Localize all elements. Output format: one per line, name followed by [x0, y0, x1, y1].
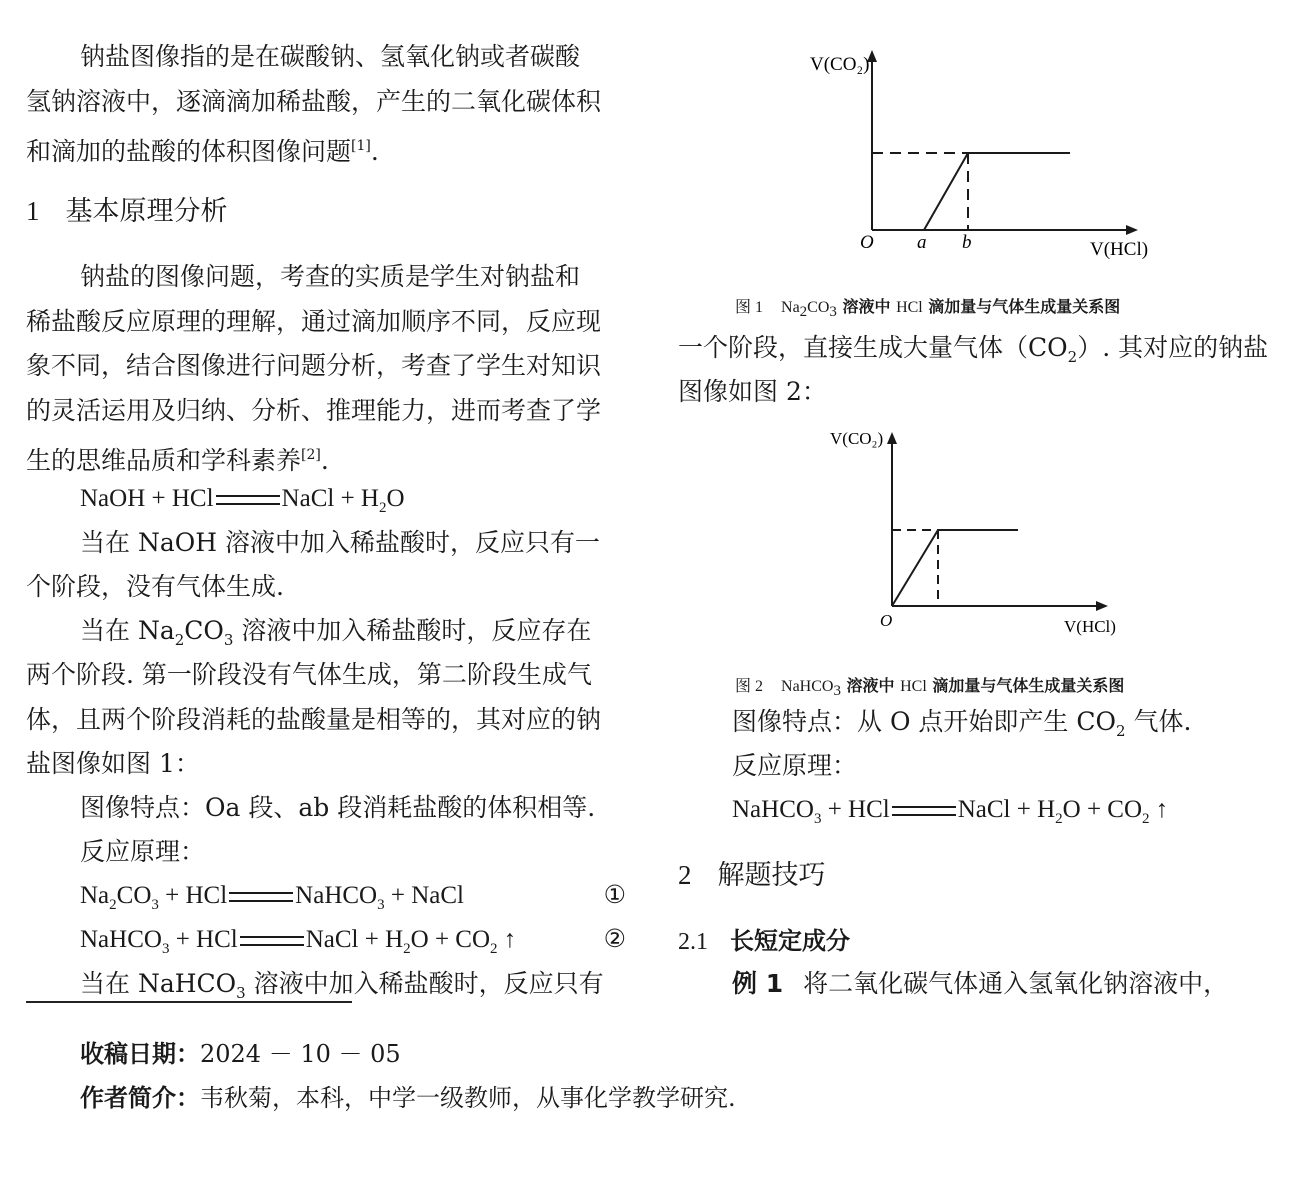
principle-label-1: 反应原理： [80, 837, 206, 866]
subsection-heading-2-1: 2.1 长短定成分 [678, 927, 850, 955]
equation-3: NaHCO$_3$ + HCl NaCl + $H_2O + CO_2$ ↑ [732, 796, 1169, 827]
para2-line-2: 稀盐酸反应原理的理解，通过滴加顺序不同，反应现 [26, 307, 602, 336]
para3-line-1: 当在 NaOH 溶液中加入稀盐酸时，反应只有一 [80, 528, 600, 557]
figure-1-caption: 图 1 $Na_2CO_3$ 溶液中 HCl 滴加量与气体生成量关系图 [735, 297, 1121, 321]
citation-2: [2] [301, 447, 321, 463]
received-date: 收稿日期：2024 － 10 － 05 [80, 1040, 401, 1068]
footnote-rule [26, 1001, 352, 1003]
principle-label-2: 反应原理： [732, 751, 858, 780]
equation-marker-1: ① [603, 882, 626, 909]
fig1-origin-label: O [860, 232, 874, 253]
para2-line-1: 钠盐的图像问题，考查的实质是学生对钠盐和 [80, 262, 581, 291]
fig2-origin-label: O [880, 611, 893, 630]
para4-line-2: 两个阶段. 第一阶段没有气体生成，第二阶段生成气 [26, 660, 592, 689]
section-heading-1: 1 基本原理分析 [26, 196, 228, 227]
para2-line-4: 的灵活运用及归纳、分析、推理能力，进而考查了学 [26, 396, 602, 425]
figure-1 [790, 40, 1170, 270]
fig2-y-axis-label: V(CO₂) [830, 429, 884, 448]
para3-line-2: 个阶段，没有气体生成. [26, 572, 284, 601]
para4-line-4: 盐图像如图 1： [26, 749, 200, 778]
equation-2: NaHCO$_3$ + HCl NaCl + $H_2O + CO_2$ ↑ ② [80, 926, 626, 957]
fig1-y-axis-label: V(CO₂) [810, 54, 870, 75]
para5-line-1: 当在 NaHCO$_3$ 溶液中加入稀盐酸时，反应只有 [80, 969, 604, 1002]
right-line-2: 图像如图 2： [678, 377, 827, 406]
equation-1: $Na_2CO_3$ + HCl NaHCO$_3$ + NaCl ① [80, 882, 626, 913]
fig1-point-b: b [962, 232, 972, 253]
feature-fig1: 图像特点：Oa 段、ab 段消耗盐酸的体积相等. [80, 793, 596, 822]
example-1-line: 例 1 将二氧化碳气体通入氢氧化钠溶液中， [732, 969, 1229, 998]
para4-line-1: 当在 $Na_2CO_3$ 溶液中加入稀盐酸时，反应存在 [80, 616, 592, 649]
para2-line-3: 象不同，结合图像进行问题分析，考查了学生对知识 [26, 351, 602, 380]
equation-marker-2: ② [603, 926, 626, 953]
feature-fig2: 图像特点：从 O 点开始即产生 $CO_2$ 气体. [732, 707, 1192, 740]
right-line-1: 一个阶段，直接生成大量气体$(CO_2)$. 其对应的钠盐 [678, 333, 1269, 366]
intro-line-2: 氢钠溶液中，逐滴滴加稀盐酸，产生的二氧化碳体积 [26, 87, 602, 116]
fig1-x-axis-label: V(HCl) [1090, 239, 1149, 260]
author-bio: 作者简介：韦秋菊，本科，中学一级教师，从事化学教学研究. [80, 1084, 736, 1112]
figure-2-caption: 图 2 NaHCO$_3$ 溶液中 HCl 滴加量与气体生成量关系图 [735, 676, 1125, 700]
citation-1: [1] [351, 138, 371, 154]
para4-line-3: 体，且两个阶段消耗的盐酸量是相等的，其对应的钠 [26, 705, 602, 734]
intro-line-1: 钠盐图像指的是在碳酸钠、氢氧化钠或者碳酸 [80, 42, 581, 71]
figure-2 [820, 420, 1140, 645]
intro-line-3: 和滴加的盐酸的体积图像问题[1]. [26, 137, 379, 166]
equation-naoh: NaOH + HCl NaCl + $H_2O$ [80, 485, 405, 516]
fig1-point-a: a [917, 232, 927, 253]
section-heading-2: 2 解题技巧 [678, 860, 826, 891]
fig2-x-axis-label: V(HCl) [1064, 617, 1116, 636]
para2-line-5: 生的思维品质和学科素养[2]. [26, 446, 329, 475]
